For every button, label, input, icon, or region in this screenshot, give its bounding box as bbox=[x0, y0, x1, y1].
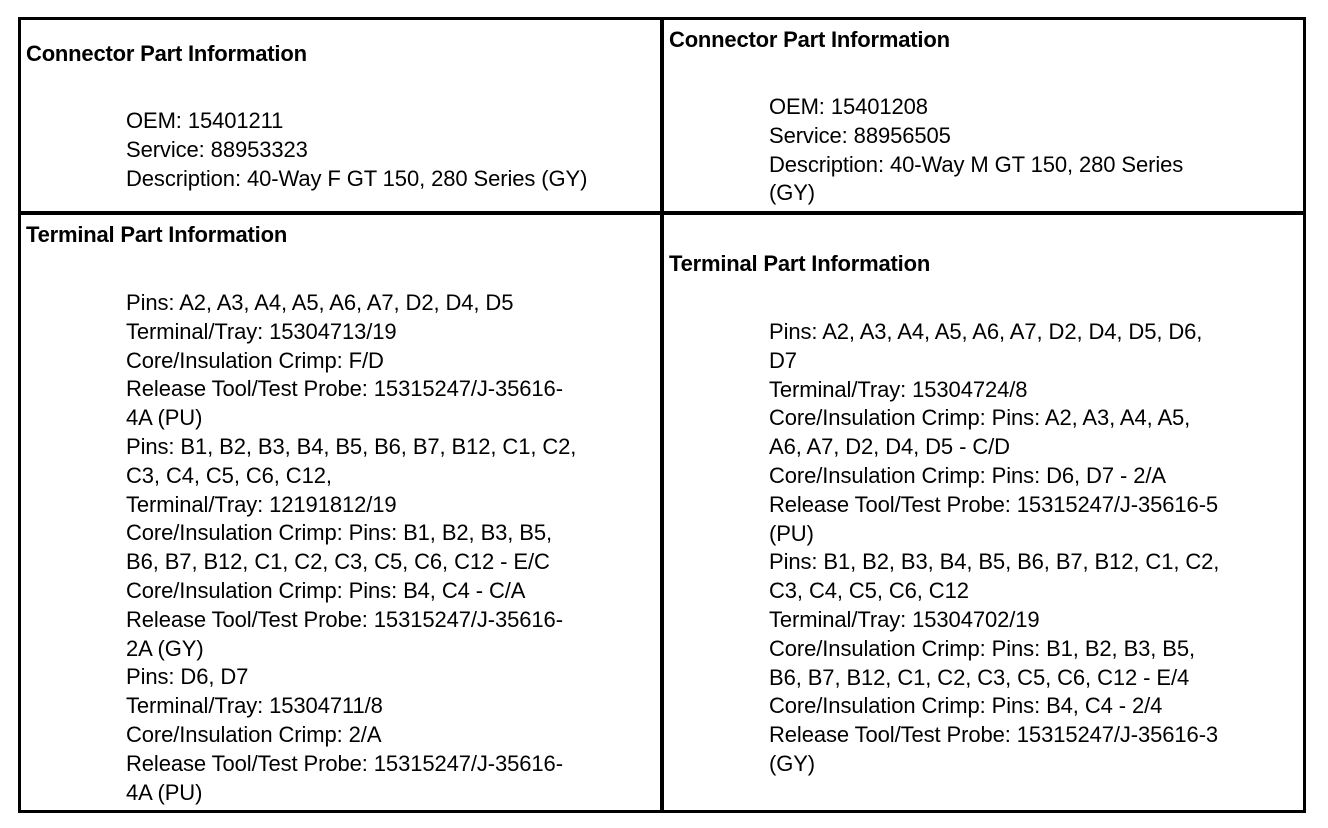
left-terminal-line: Pins: A2, A3, A4, A5, A6, A7, D2, D4, D5 bbox=[126, 290, 514, 315]
left-terminal-line: 4A (PU) bbox=[126, 405, 203, 431]
left-terminal-line: B6, B7, B12, C1, C2, C3, C5, C6, C12 - E/C bbox=[126, 549, 550, 575]
right-terminal-heading: Terminal Part Information bbox=[669, 251, 931, 276]
left-terminal-line: Pins: B1, B2, B3, B4, B5, B6, B7, B12, C1, C2, bbox=[126, 433, 577, 459]
right-terminal-line: Terminal/Tray: 15304724/8 bbox=[769, 376, 1028, 402]
left-terminal-line: Core/Insulation Crimp: Pins: B4, C4 - C/A bbox=[126, 577, 526, 603]
left-terminal-details bbox=[126, 289, 576, 807]
left-terminal-line: Core/Insulation Crimp: 2/A bbox=[126, 721, 382, 747]
right-terminal-details bbox=[769, 318, 1219, 779]
left-connector-heading: Connector Part Information bbox=[26, 41, 307, 66]
left-terminal-heading: Terminal Part Information bbox=[26, 222, 288, 247]
right-terminal-line: A6, A7, D2, D4, D5 - C/D bbox=[769, 434, 1010, 460]
right-terminal-line: Core/Insulation Crimp: Pins: A2, A3, A4, A5, bbox=[769, 405, 1191, 431]
right-terminal-line: Release Tool/Test Probe: 15315247/J-35616-5 bbox=[769, 491, 1219, 517]
right-terminal-line: D7 bbox=[769, 347, 797, 373]
column-divider bbox=[660, 17, 664, 813]
right-terminal-line: (GY) bbox=[769, 750, 816, 776]
right-terminal-line: Core/Insulation Crimp: Pins: B1, B2, B3, B5, bbox=[769, 635, 1196, 661]
right-terminal-line: Pins: A2, A3, A4, A5, A6, A7, D2, D4, D5, D6, bbox=[769, 319, 1203, 344]
right-terminal-line: B6, B7, B12, C1, C2, C3, C5, C6, C12 - E/4 bbox=[769, 664, 1190, 690]
left-terminal-line: Pins: D6, D7 bbox=[126, 664, 249, 690]
left-terminal-line: 2A (GY) bbox=[126, 635, 204, 661]
right-terminal-line: Pins: B1, B2, B3, B4, B5, B6, B7, B12, C1, C2, bbox=[769, 549, 1220, 575]
right-connector-description: Description: 40-Way M GT 150, 280 Series bbox=[769, 151, 1184, 177]
left-connector-details bbox=[126, 107, 587, 193]
left-terminal-line: Core/Insulation Crimp: F/D bbox=[126, 347, 384, 373]
right-connector-service: Service: 88956505 bbox=[769, 122, 951, 148]
left-terminal-line: Release Tool/Test Probe: 15315247/J-35616- bbox=[126, 750, 563, 776]
left-connector-description: Description: 40-Way F GT 150, 280 Series (GY) bbox=[126, 165, 588, 191]
right-terminal-line: Core/Insulation Crimp: Pins: B4, C4 - 2/4 bbox=[769, 693, 1163, 719]
right-terminal-line: Core/Insulation Crimp: Pins: D6, D7 - 2/A bbox=[769, 462, 1166, 488]
left-terminal-line: Release Tool/Test Probe: 15315247/J-35616- bbox=[126, 376, 563, 402]
left-terminal-line: 4A (PU) bbox=[126, 779, 203, 805]
left-terminal-line: Terminal/Tray: 12191812/19 bbox=[126, 491, 397, 517]
left-terminal-line: Core/Insulation Crimp: Pins: B1, B2, B3, B5, bbox=[126, 520, 553, 546]
left-connector-oem: OEM: 15401211 bbox=[126, 108, 284, 133]
right-connector-description-cont: (GY) bbox=[769, 180, 816, 206]
right-connector-oem: OEM: 15401208 bbox=[769, 94, 928, 119]
row-divider bbox=[18, 211, 1306, 215]
left-terminal-line: C3, C4, C5, C6, C12, bbox=[126, 462, 332, 488]
right-terminal-line: (PU) bbox=[769, 520, 814, 546]
right-terminal-line: Release Tool/Test Probe: 15315247/J-35616-3 bbox=[769, 722, 1219, 748]
right-terminal-line: C3, C4, C5, C6, C12 bbox=[769, 578, 969, 604]
left-terminal-line: Terminal/Tray: 15304711/8 bbox=[126, 693, 383, 719]
right-connector-heading: Connector Part Information bbox=[669, 27, 950, 52]
left-terminal-line: Terminal/Tray: 15304713/19 bbox=[126, 318, 397, 344]
right-connector-details bbox=[769, 93, 1183, 208]
left-terminal-line: Release Tool/Test Probe: 15315247/J-35616- bbox=[126, 606, 563, 632]
right-terminal-line: Terminal/Tray: 15304702/19 bbox=[769, 606, 1040, 632]
left-connector-service: Service: 88953323 bbox=[126, 136, 308, 162]
